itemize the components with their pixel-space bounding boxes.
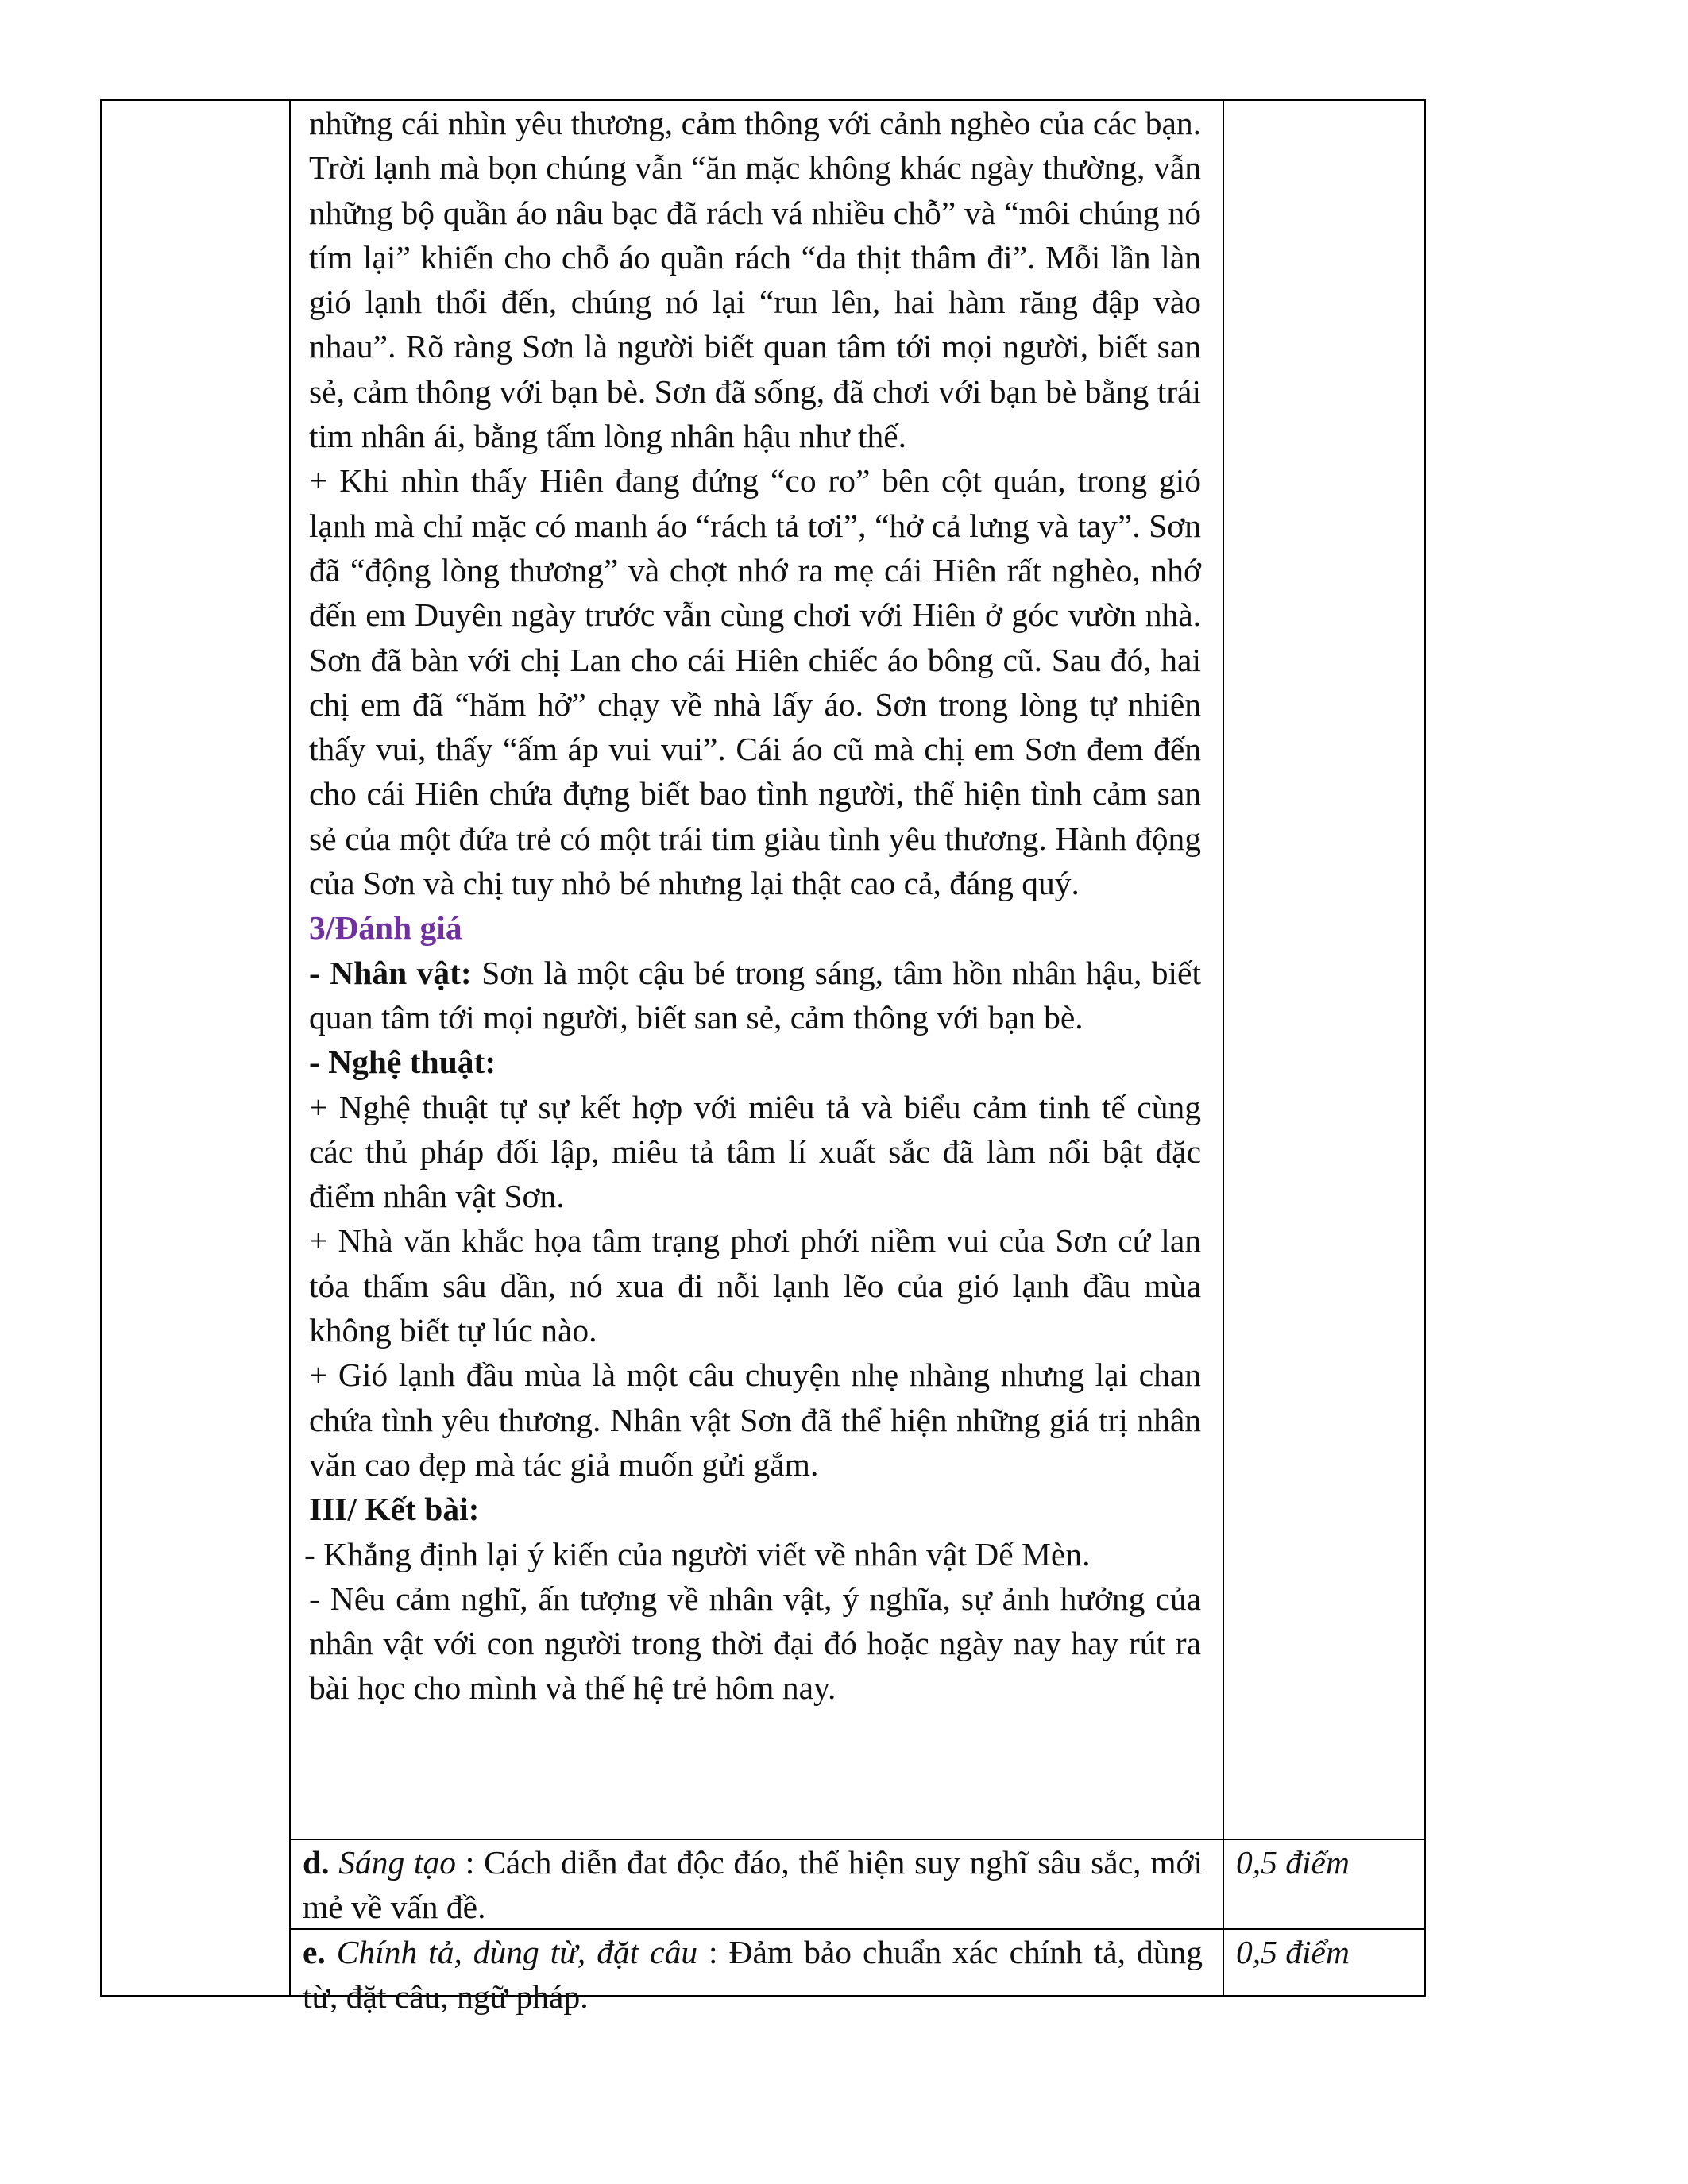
art-heading <box>309 1040 1201 1084</box>
art-label: - Nghệ thuật: <box>309 1044 496 1081</box>
conclusion-point: - Nêu cảm nghĩ, ấn tượng về nhân vật, ý nghĩa, sự ảnh hưởng của nhân vật với con người trong thời đại đó hoặc ngày nay hay rút ra bài học cho mình và thế hệ trẻ hôm nay. <box>309 1580 1201 1707</box>
criterion-d-cell <box>303 1840 1203 1930</box>
criterion-d-text: : Cách diễn đat độc đáo, thể hiện suy nghĩ sâu sắc, mới mẻ về vấn đề. <box>303 1844 1203 1926</box>
criterion-d-letter: d. <box>303 1844 330 1881</box>
analysis-paragraph: những cái nhìn yêu thương, cảm thông với cảnh nghèo của các bạn. Trời lạnh mà bọn chúng vẫn “ăn mặc không khác ngày thường, vẫn những bộ quần áo nâu bạc đã rách vá nhiều chỗ” và “môi chúng nó tím lại” khiến cho chỗ áo quần rách “da thịt thâm đi”. Mỗi lần làn gió lạnh thổi đến, chúng nó lại “run lên, hai hàm răng đập vào nhau”. Rõ ràng Sơn là người biết quan tâm tới mọi người, biết san sẻ, cảm thông với bạn bè. Sơn đã sống, đã chơi với bạn bè bằng trái tim nhân ái, bằng tấm lòng nhân hậu như thế. <box>309 105 1201 455</box>
column-divider-left <box>289 101 291 1995</box>
character-evaluation <box>309 951 1201 1040</box>
column-divider-right <box>1223 101 1224 1995</box>
criterion-d-score: 0,5 điểm <box>1236 1844 1350 1881</box>
analysis-cell <box>304 101 1202 1711</box>
character-label: - Nhân vật: <box>309 954 472 991</box>
criterion-e-score: 0,5 điểm <box>1236 1934 1350 1970</box>
art-point: + Nhà văn khắc họa tâm trạng phơi phới niềm vui của Sơn cứ lan tỏa thấm sâu dần, nó xua đi nỗi lạnh lẽo của gió lạnh đầu mùa không biết tự lúc nào. <box>309 1222 1201 1349</box>
conclusion-label: III/ Kết bài: <box>309 1491 480 1528</box>
criterion-d-title: Sáng tạo <box>338 1844 457 1881</box>
conclusion-heading <box>309 1487 1201 1531</box>
character-text: Sơn là một cậu bé trong sáng, tâm hồn nhân hậu, biết quan tâm tới mọi người, biết san sẻ, cảm thông với bạn bè. <box>309 954 1202 1036</box>
evaluation-heading: 3/Đánh giá <box>309 909 462 947</box>
conclusion-point: - Khẳng định lại ý kiến của người viết về nhân vật Dế Mèn. <box>304 1535 1091 1572</box>
analysis-paragraph: + Khi nhìn thấy Hiên đang đứng “co ro” bên cột quán, trong gió lạnh mà chỉ mặc có manh áo “rách tả tơi”, “hở cả lưng và tay”. Sơn đã “động lòng thương” và chợt nhớ ra mẹ cái Hiên rất nghèo, nhớ đến em Duyên ngày trước vẫn cùng chơi với Hiên ở góc vườn nhà. Sơn đã bàn với chị Lan cho cái Hiên chiếc áo bông cũ. Sau đó, hai chị em đã “hăm hở” chạy về nhà lấy áo. Sơn trong lòng tự nhiên thấy vui, thấy “ấm áp vui vui”. Cái áo cũ mà chị em Sơn đem đến cho cái Hiên chứa đựng biết bao tình người, thể hiện tình cảm san sẻ của một đứa trẻ có một trái tim giàu tình yêu thương. Hành động của Sơn và chị tuy nhỏ bé nhưng lại thật cao cả, đáng quý. <box>309 462 1201 902</box>
art-point: + Nghệ thuật tự sự kết hợp với miêu tả và biểu cảm tinh tế cùng các thủ pháp đối lập, miêu tả tâm lí xuất sắc đã làm nổi bật đặc điểm nhân vật Sơn. <box>309 1088 1201 1215</box>
criterion-e-letter: e. <box>303 1934 326 1970</box>
criterion-e-title: Chính tả, dùng từ, đặt câu <box>336 1934 698 1970</box>
criterion-e-cell <box>303 1930 1203 2020</box>
criterion-e-text: : Đảm bảo chuẩn xác chính tả, dùng từ, đặt câu, ngữ pháp. <box>303 1934 1203 2016</box>
grading-table <box>100 99 1426 2016</box>
art-point: + Gió lạnh đầu mùa là một câu chuyện nhẹ nhàng nhưng lại chan chứa tình yêu thương. Nhân vật Sơn đã thể hiện những giá trị nhân văn cao đẹp mà tác giả muốn gửi gắm. <box>309 1356 1201 1483</box>
